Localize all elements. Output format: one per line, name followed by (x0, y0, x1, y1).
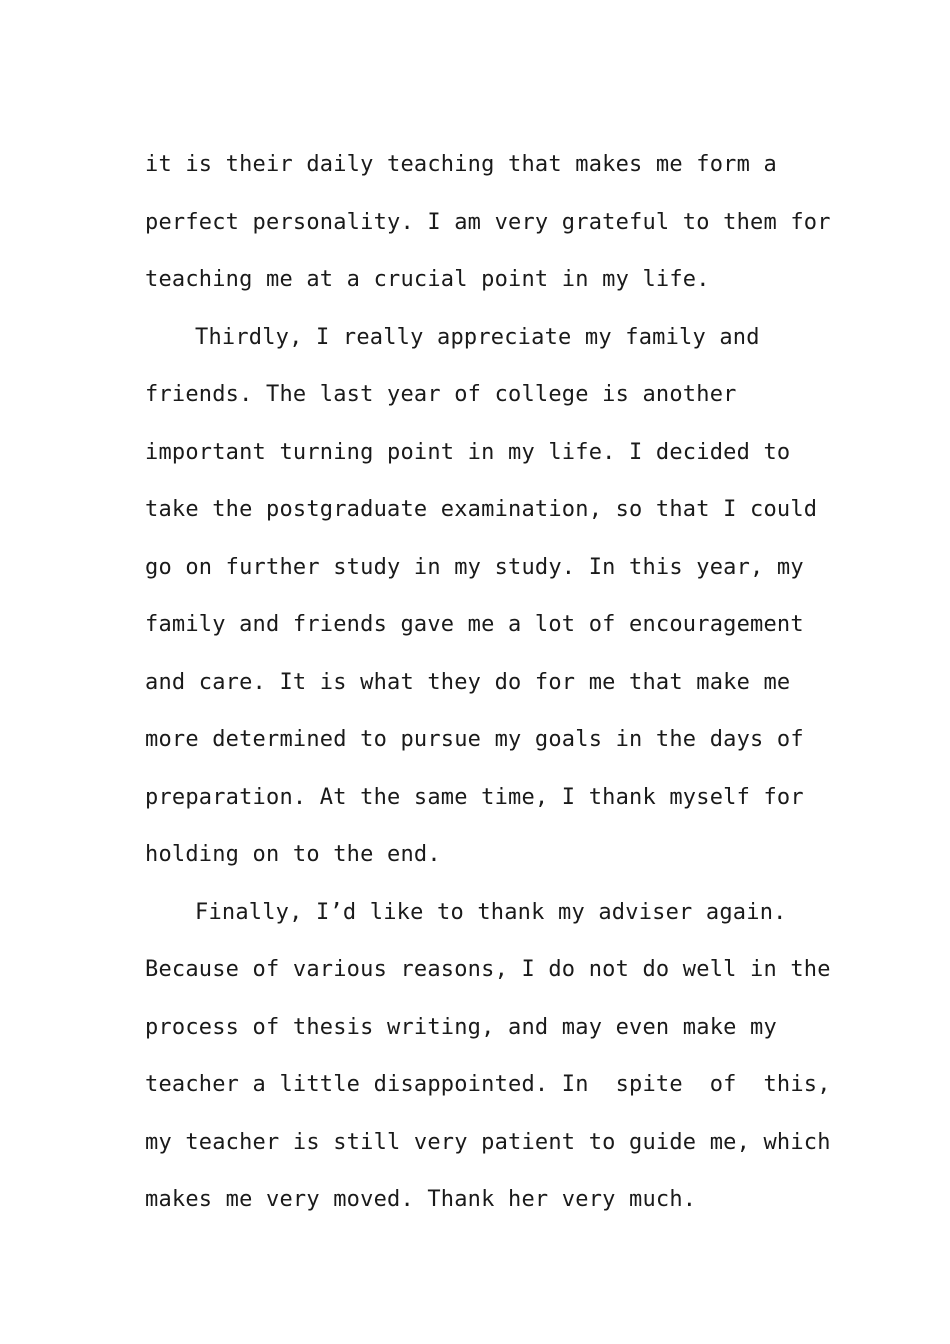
text-line: Because of various reasons, I do not do well in the (145, 957, 831, 982)
text-line: perfect personality. I am very grateful to them for (145, 209, 831, 235)
text-line: family and friends gave me a lot of encouragement (145, 612, 804, 637)
text-line: holding on to the end. (145, 842, 441, 867)
body-text (145, 136, 831, 1229)
text-line: process of thesis writing, and may even make my (145, 1014, 777, 1040)
paragraph-start-line: Thirdly, I really appreciate my family and (195, 324, 760, 350)
text-line: it is their daily teaching that makes me form a (145, 152, 777, 177)
text-line: go on further study in my study. In this year, my (145, 554, 804, 580)
text-line: makes me very moved. Thank her very much. (145, 1187, 697, 1212)
paragraph-start-line: Finally, I’d like to thank my adviser again. (195, 899, 787, 925)
text-line: and care. It is what they do for me that make me (145, 669, 791, 695)
text-line: my teacher is still very patient to guide me, which (145, 1129, 831, 1155)
text-line: teaching me at a crucial point in my life. (145, 267, 710, 292)
text-line: take the postgraduate examination, so that I could (145, 497, 818, 522)
text-line: friends. The last year of college is another (145, 382, 737, 407)
text-line: teacher a little disappointed. In spite of this, (145, 1072, 831, 1097)
text-line: more determined to pursue my goals in the days of (145, 727, 804, 752)
text-line: preparation. At the same time, I thank myself for (145, 784, 804, 810)
text-line: important turning point in my life. I decided to (145, 439, 791, 465)
